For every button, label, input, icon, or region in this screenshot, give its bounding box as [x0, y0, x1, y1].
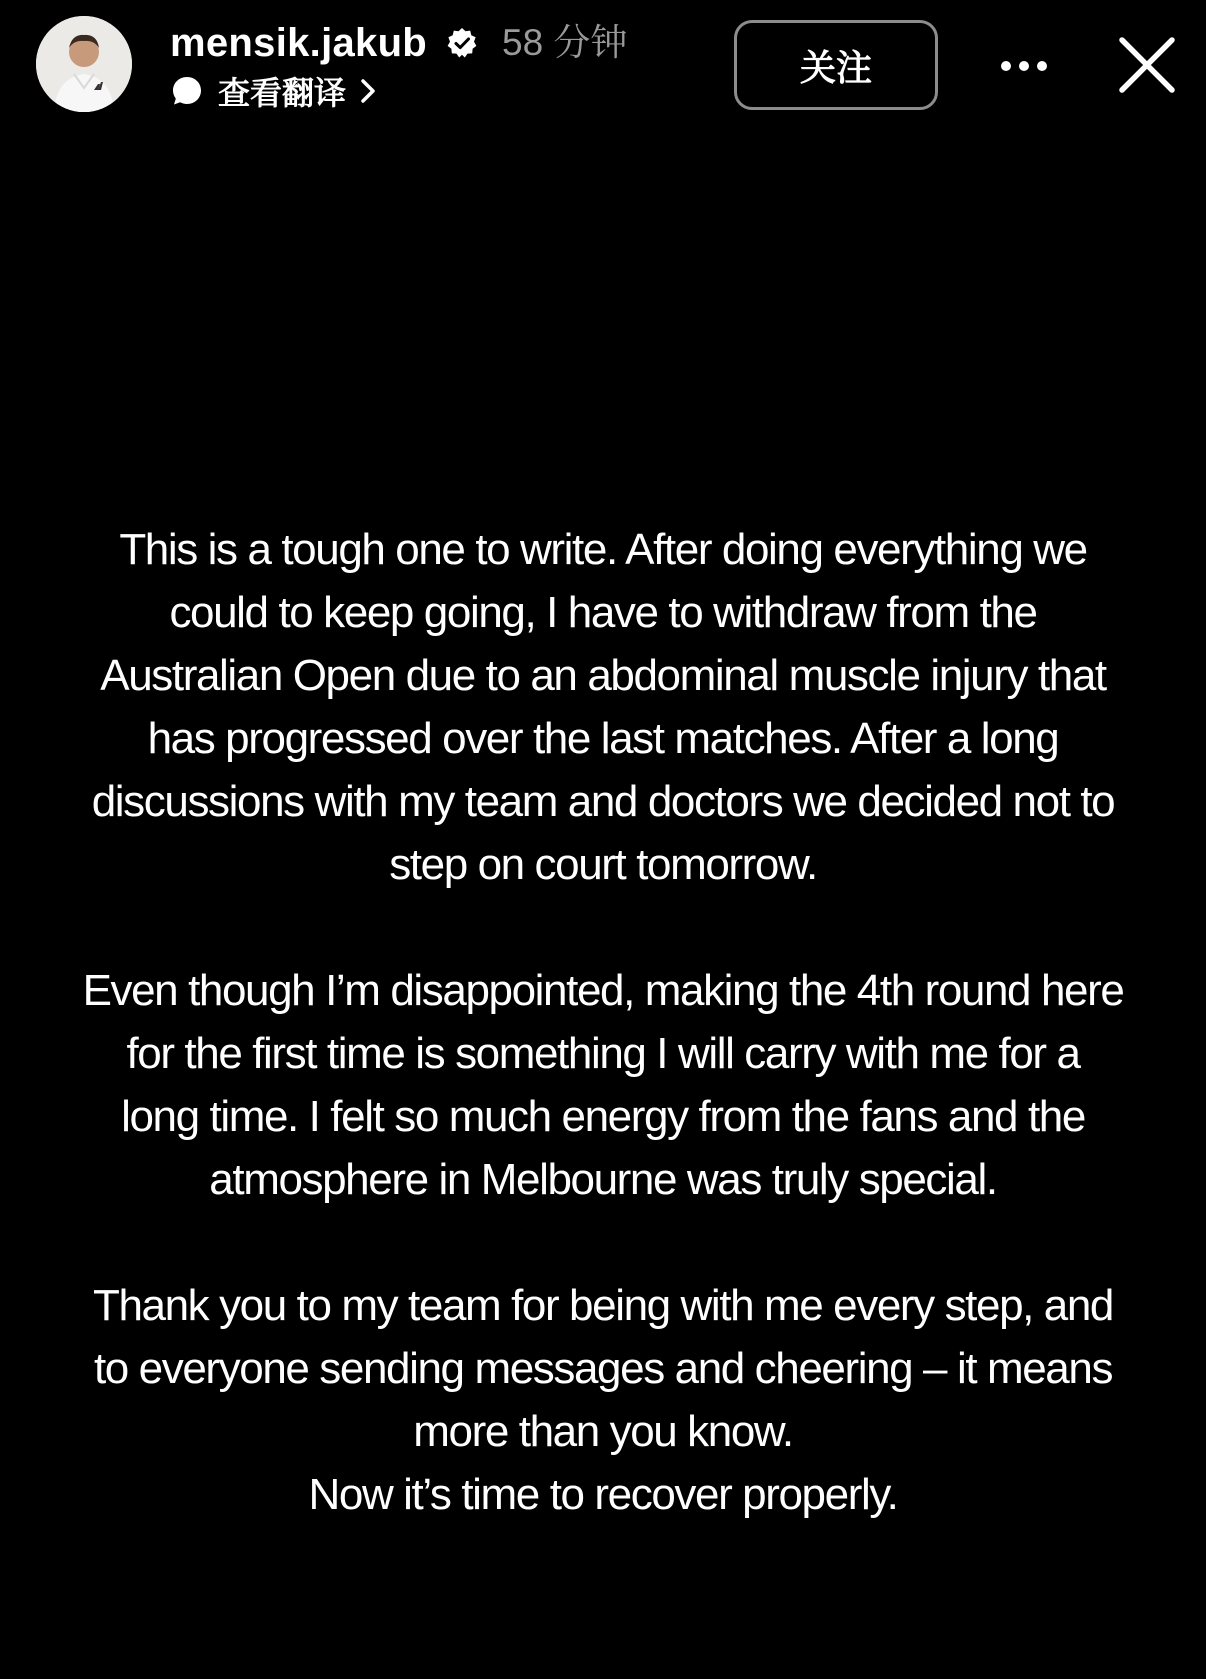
- post-timestamp: 58 分钟: [502, 22, 628, 63]
- speech-bubble-icon: [170, 74, 204, 108]
- story-line: for the first time is something I will carry with me for a: [126, 1029, 1080, 1078]
- story-text: [60, 518, 1146, 1526]
- story-line: Even though I’m disappointed, making the 4th round here: [82, 966, 1124, 1015]
- story-line: has progressed over the last matches. After a long: [147, 714, 1059, 763]
- story-header: [0, 0, 1206, 130]
- story-line: discussions with my team and doctors we decided not to: [91, 777, 1115, 826]
- view-translation-link[interactable]: [170, 68, 378, 114]
- chevron-right-icon: [358, 76, 378, 106]
- story-line: Now it’s time to recover properly.: [308, 1470, 898, 1519]
- story-line: This is a tough one to write. After doing everything we: [119, 525, 1087, 574]
- story-line: could to keep going, I have to withdraw from the: [169, 588, 1037, 637]
- verified-badge-icon: [446, 27, 478, 59]
- story-line: more than you know.: [413, 1407, 793, 1456]
- translate-label: 查看翻译: [218, 74, 347, 112]
- story-line: Australian Open due to an abdominal muscle injury that: [100, 651, 1106, 700]
- story-line: to everyone sending messages and cheering – it means: [93, 1344, 1113, 1393]
- story-line: step on court tomorrow.: [389, 840, 817, 889]
- avatar-image: [36, 16, 132, 112]
- story-paragraph-3: [60, 1274, 1146, 1526]
- avatar[interactable]: [36, 16, 132, 112]
- username[interactable]: mensik.jakub: [170, 21, 428, 65]
- story-line: long time. I felt so much energy from the fans and the: [121, 1092, 1085, 1141]
- story-line: Thank you to my team for being with me every step, and: [92, 1281, 1114, 1330]
- follow-button[interactable]: 关注: [734, 20, 938, 110]
- story-paragraph-1: [60, 518, 1146, 896]
- story-paragraph-2: [60, 959, 1146, 1211]
- story-line: atmosphere in Melbourne was truly special.: [209, 1155, 997, 1204]
- close-icon[interactable]: [1116, 34, 1178, 96]
- more-options-icon[interactable]: [996, 46, 1052, 86]
